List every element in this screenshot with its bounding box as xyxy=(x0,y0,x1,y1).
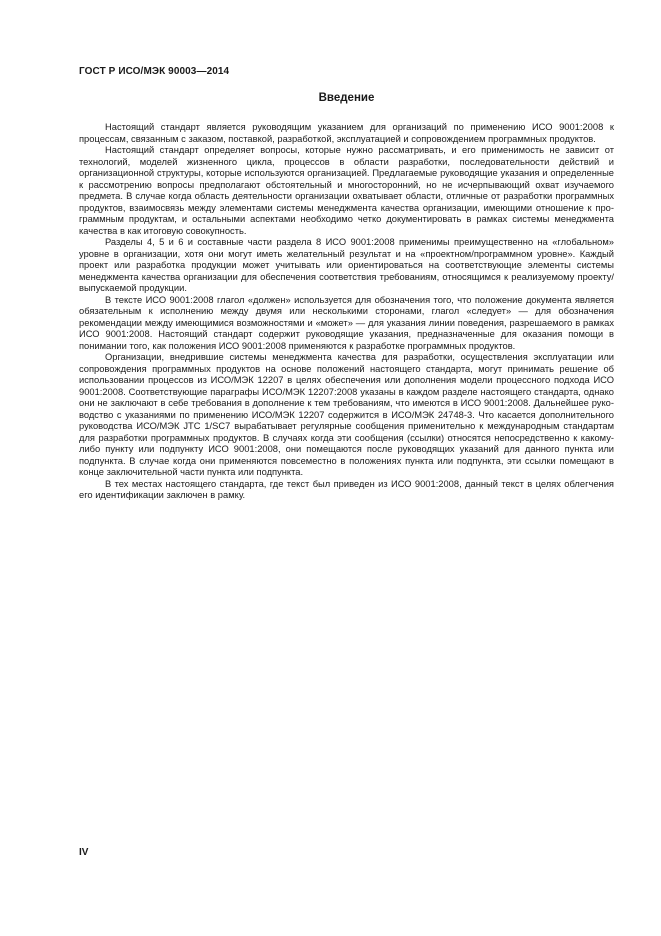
paragraph-3: Разделы 4, 5 и 6 и составные части раздела 8 ИСО 9001:2008 применимы преимущественно на «глобальном» уровне в организации, хотя они могут иметь желательный результат и на «проектном/программном уровне». Каждый проект или разработка продукции может учитывать или ориентироваться на соответствующие элементы системы менеджмента качества организации для обеспечения соответствия требованиям, относящимся к реализуемому проекту/выпускаемой продукции. xyxy=(79,237,614,293)
paragraph-2: Настоящий стандарт определяет вопросы, которые нужно рассматривать, и его применимость не зависит от технологий, моделей жизненного цикла, процессов в области разработки, последовательности действий и организационной структуры, которые используются организацией. Предлагаемые руководящие указания и определенные к рассмотрению вопросы предполагают обстоятельный и многосторонний, но не исчерпывающий охват изучаемого предмета. В случае когда область деятельности организации охватывает области, отличные от разработки программных продуктов, взаимосвязь между элементами системы менеджмента качества организации, имеющими отношение к программным продуктам, и остальными аспектами необходимо четко документировать в рамках системы менеджмента качества в как итоговую совокупность. xyxy=(79,145,614,236)
document-body xyxy=(79,122,614,502)
section-title: Введение xyxy=(318,92,375,104)
document-header: ГОСТ Р ИСО/МЭК 90003—2014 xyxy=(79,66,230,77)
paragraph-5: Организации, внедрившие системы менеджмента качества для разработки, осуществления эксплуатации или сопровождения программных продуктов на основе положений настоящего стандарта, могут принимать решение об использовании процессов из ИСО/МЭК 12207 в целях обеспечения или дополнения модели процессного подхода ИСО 9001:2008. Соответствующие параграфы ИСО/МЭК 12207:2008 указаны в каждом разделе настоящего стандарта, однако они не заключают в себе требования в дополнение к тем требованиям, что имеются в ИСО 9001:2008. Дальнейшее руководство с указаниями по применению ИСО/МЭК 12207 содержится в ИСО/МЭК 24748-3. Что касается дополнительного руководства ИСО/МЭК JTC 1/SC7 вырабатывает регулярные сообщения применительно к международным стандартам для разработки программных продуктов. В случаях когда эти сообщения (ссылки) относятся непосредственно к какому-либо пункту или подпункту ИСО 9001:2008, они помещаются после руководящих указаний для данного пункта или подпункта. В случае когда они применяются повсеместно в положениях пункта или подпункта, эти ссылки помещают в конце заключительной части пункта или подпункта. xyxy=(79,352,614,477)
page-number: IV xyxy=(79,847,89,858)
paragraph-4: В тексте ИСО 9001:2008 глагол «должен» используется для обозначения того, что положение документа является обязательным к исполнению между двумя или несколькими сторонами, глагол «следует» — для обозначения рекомендации между имеющимися возможностями и «может» — для указания линии поведения, разрешаемого в рамках ИСО 9001:2008. Настоящий стандарт содержит руководящие указания, предназначенные для оказания помощи в понимании того, как положения ИСО 9001:2008 применяются к разработке программных продуктов. xyxy=(79,294,614,351)
paragraph-6: В тех местах настоящего стандарта, где текст был приведен из ИСО 9001:2008, данный текст в целях облегчения его идентификации заключен в рамку. xyxy=(79,478,614,500)
paragraph-1: Настоящий стандарт является руководящим указанием для организаций по применению ИСО 9001:2008 к процессам, связанным с заказом, поставкой, разработкой, эксплуатацией и сопровождением программных продуктов. xyxy=(79,122,614,144)
